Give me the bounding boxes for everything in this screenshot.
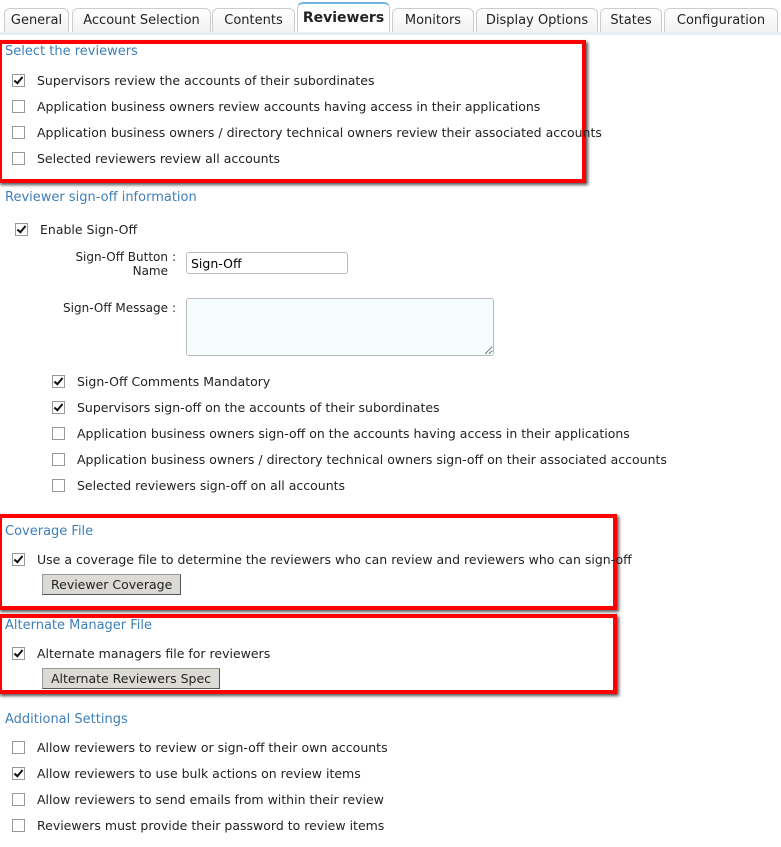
checkbox-label: Reviewers must provide their password to review items: [37, 818, 385, 833]
checkbox-row[interactable]: [52, 374, 270, 389]
checkbox-row[interactable]: [12, 766, 361, 781]
checkbox-label: Application business owners review accounts having access in their applications: [37, 99, 541, 114]
section-title: Alternate Manager File: [5, 618, 153, 633]
checkbox[interactable]: [12, 741, 25, 754]
checkbox-label: Selected reviewers review all accounts: [37, 151, 281, 166]
colon: :: [172, 301, 177, 315]
checkbox-row[interactable]: [12, 73, 375, 88]
checkbox-label: Application business owners / directory technical owners sign-off on their associated accounts: [77, 452, 667, 467]
signoff-button-name-input[interactable]: [186, 252, 348, 274]
checkbox-row[interactable]: [52, 452, 667, 467]
checkbox-label: Sign-Off Comments Mandatory: [77, 374, 271, 389]
tab-divider: [0, 32, 781, 35]
checkbox[interactable]: [12, 126, 25, 139]
checkbox-row[interactable]: [12, 818, 384, 833]
checkbox[interactable]: [52, 375, 65, 388]
reviewer-coverage-button[interactable]: Reviewer Coverage: [42, 574, 181, 595]
checkbox-row[interactable]: [52, 400, 440, 415]
checkbox-label: Application business owners / directory technical owners review their associated accounts: [37, 125, 602, 140]
checkbox-row[interactable]: [52, 478, 345, 493]
checkbox[interactable]: [12, 74, 25, 87]
checkbox-label: Allow reviewers to send emails from within their review: [37, 792, 384, 807]
checkbox-label: Supervisors review the accounts of their subordinates: [37, 73, 375, 88]
section-title: Select the reviewers: [5, 44, 138, 59]
checkbox-label: Enable Sign-Off: [40, 222, 138, 237]
checkbox[interactable]: [52, 427, 65, 440]
section-title: Coverage File: [5, 524, 94, 539]
checkbox-label: Allow reviewers to use bulk actions on review items: [37, 766, 361, 781]
checkbox-label: Supervisors sign-off on the accounts of their subordinates: [77, 400, 440, 415]
checkbox[interactable]: [12, 793, 25, 806]
checkbox[interactable]: [52, 479, 65, 492]
tab-reviewers[interactable]: Reviewers: [297, 2, 390, 34]
signoff-message-textarea[interactable]: [186, 298, 494, 356]
checkbox[interactable]: [52, 401, 65, 414]
signoff-message-label: Sign-Off Message: [63, 301, 168, 315]
checkbox-label: Allow reviewers to review or sign-off their own accounts: [37, 740, 388, 755]
checkbox[interactable]: [12, 553, 25, 566]
tab-account-selection[interactable]: Account Selection: [72, 8, 211, 33]
section-title: Additional Settings: [5, 712, 128, 727]
checkbox-row[interactable]: [12, 792, 384, 807]
checkbox-label: Selected reviewers sign-off on all accounts: [77, 478, 346, 493]
alternate-reviewers-spec-button[interactable]: Alternate Reviewers Spec: [42, 668, 220, 689]
checkbox-label: Application business owners sign-off on the accounts having access in their applications: [77, 426, 630, 441]
alternate-checkbox-row[interactable]: [12, 646, 270, 661]
colon: :: [172, 250, 177, 264]
checkbox-row[interactable]: [12, 99, 540, 114]
tab-states[interactable]: States: [600, 8, 662, 33]
signoff-button-name-label: Sign-Off Button Name: [75, 250, 168, 278]
checkbox[interactable]: [12, 100, 25, 113]
checkbox-row[interactable]: [12, 151, 280, 166]
tab-configuration[interactable]: Configuration: [664, 8, 778, 33]
checkbox[interactable]: [12, 767, 25, 780]
checkbox-label: Use a coverage file to determine the reviewers who can review and reviewers who can sign-off: [37, 552, 632, 567]
checkbox[interactable]: [12, 819, 25, 832]
checkbox-row[interactable]: [12, 740, 388, 755]
checkbox[interactable]: [12, 647, 25, 660]
checkbox[interactable]: [12, 152, 25, 165]
tab-contents[interactable]: Contents: [212, 8, 295, 33]
enable-signoff-checkbox[interactable]: [15, 222, 137, 237]
checkbox-row[interactable]: [12, 125, 602, 140]
checkbox-row[interactable]: [52, 426, 630, 441]
tab-general[interactable]: General: [4, 8, 69, 33]
checkbox-label: Alternate managers file for reviewers: [37, 646, 271, 661]
tab-display-options[interactable]: Display Options: [476, 8, 598, 33]
tab-monitors[interactable]: Monitors: [392, 8, 474, 33]
section-title: Reviewer sign-off information: [5, 190, 197, 205]
checkbox[interactable]: [52, 453, 65, 466]
checkbox[interactable]: [15, 223, 28, 236]
coverage-checkbox-row[interactable]: [12, 552, 632, 567]
